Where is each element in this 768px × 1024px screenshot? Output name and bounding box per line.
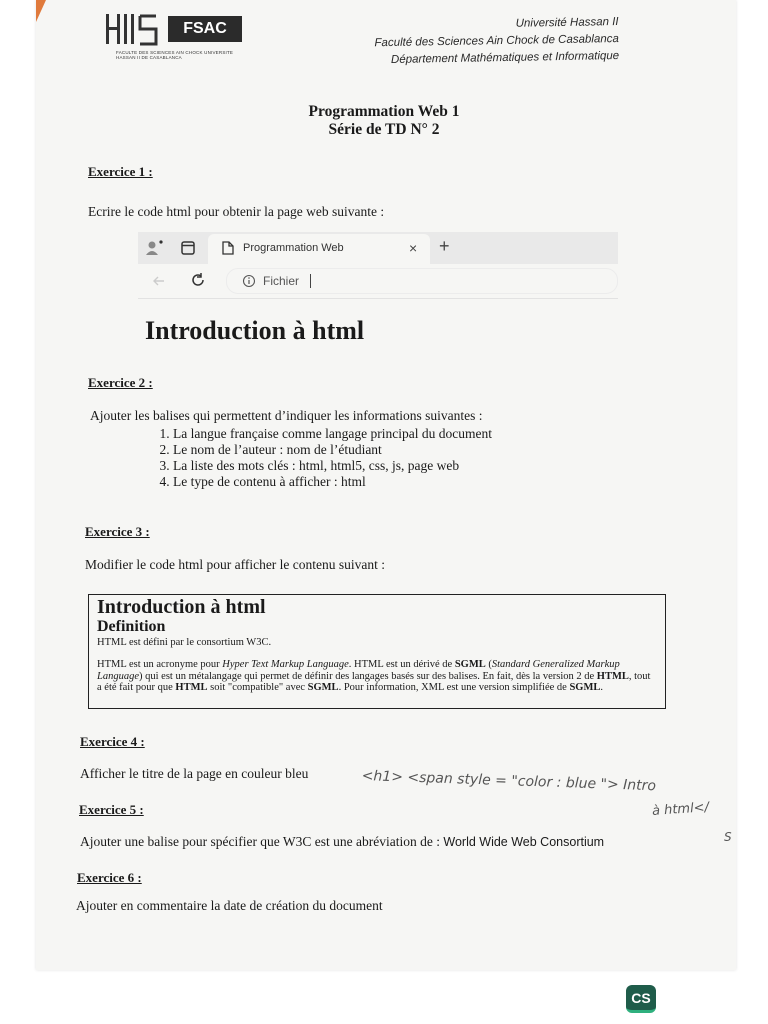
tab-close-icon[interactable]: × <box>409 240 418 256</box>
exercise-2-list <box>132 426 492 490</box>
address-text: Fichier <box>263 274 300 288</box>
series-title: Série de TD N° 2 <box>328 121 440 138</box>
exercise-6-heading: Exercice 6 : <box>77 870 142 885</box>
tab-actions-icon[interactable] <box>180 240 196 256</box>
exercise-2-heading: Exercice 2 : <box>88 375 153 390</box>
tab-title: Programmation Web <box>243 242 344 254</box>
reload-icon[interactable] <box>190 272 206 288</box>
document-title <box>0 103 768 139</box>
fsac-logo <box>104 12 244 64</box>
handwritten-note-2: à html</ <box>651 800 710 819</box>
exercise-3-heading: Exercice 3 : <box>85 524 150 539</box>
logo-caption: FACULTE DES SCIENCES AIN CHOCK UNIVERSITE HASSAN II DE CASABLANCA <box>116 50 234 60</box>
exercise-5-text: Ajouter une balise pour spécifier que W3C est une abréviation de : World Wide Web Consortium <box>80 834 605 849</box>
box-heading-2: Definition <box>97 618 166 635</box>
list-item: 2. Le nom de l’auteur : nom de l’étudiant <box>173 442 492 458</box>
handwritten-note-1: <h1> <span style = "color : blue "> Intro <box>361 768 657 795</box>
page-icon <box>222 241 234 255</box>
list-item: 4. Le type de contenu à afficher : html <box>173 474 492 490</box>
fsac-label: FSAC <box>168 16 242 42</box>
university-logo-icon <box>104 12 160 48</box>
course-title: Programmation Web 1 <box>308 103 460 120</box>
handwritten-note-3: S <box>724 830 732 844</box>
camscanner-badge: CS <box>626 985 656 1013</box>
box-paragraph-2: HTML est un acronyme pour Hyper Text Markup Language. HTML est un dérivé de SGML (Standard Generalized Markup Language) qui est un métalangage qui permet de définir des langages basés sur des balises. En fait, dès la version 2 de HTML, tout a été fait pour que HTML soit "compatible" avec SGML. Pour information, XML est une version simplifiée de SGML. <box>97 659 651 693</box>
browser-address-bar <box>138 264 618 299</box>
university-name: Université Hassan II <box>515 15 619 30</box>
department-name: Département Mathématiques et Informatique <box>390 49 619 66</box>
faculty-name: Faculté des Sciences Ain Chock de Casablanca <box>373 32 619 50</box>
text-cursor <box>310 274 311 288</box>
exercise-2-text: Ajouter les balises qui permettent d’indiquer les informations suivantes : <box>90 408 483 423</box>
page-corner <box>36 0 46 22</box>
exercise-3-text: Modifier le code html pour afficher le contenu suivant : <box>85 557 386 572</box>
box-paragraph-1: HTML est défini par le consortium W3C. <box>97 637 272 648</box>
example-page-heading: Introduction à html <box>145 316 365 345</box>
back-arrow-icon[interactable] <box>152 274 166 288</box>
exercise-1-text: Ecrire le code html pour obtenir la page web suivante : <box>88 204 385 219</box>
exercise-4-text: Afficher le titre de la page en couleur bleu <box>80 766 309 781</box>
expected-content-box <box>88 594 666 709</box>
list-item: 3. La liste des mots clés : html, html5, css, js, page web <box>173 458 492 474</box>
exercise-1-heading: Exercice 1 : <box>88 164 153 179</box>
university-header <box>374 14 619 69</box>
list-item: 1. La langue française comme langage principal du document <box>173 426 492 442</box>
info-icon[interactable] <box>242 274 256 288</box>
new-tab-icon[interactable]: + <box>439 236 450 256</box>
browser-mockup <box>138 232 618 298</box>
exercise-5-heading: Exercice 5 : <box>79 802 144 817</box>
box-heading-1: Introduction à html <box>97 596 266 618</box>
exercise-4-heading: Exercice 4 : <box>80 734 145 749</box>
profile-icon[interactable] <box>144 238 164 258</box>
exercise-6-text: Ajouter en commentaire la date de création du document <box>76 898 383 913</box>
